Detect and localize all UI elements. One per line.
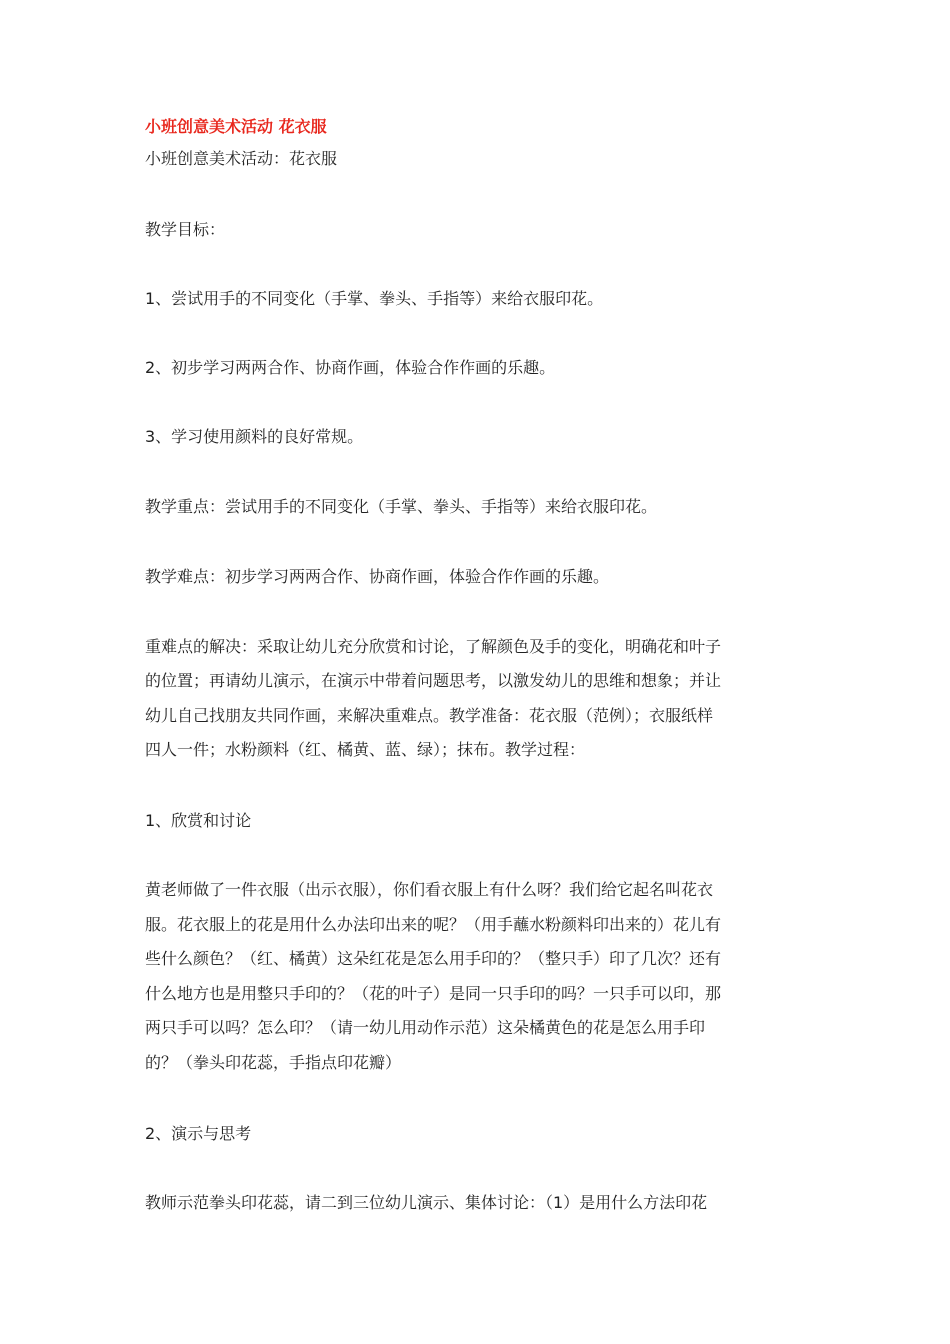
step1-heading: 1、欣赏和讨论 <box>145 811 252 830</box>
solution-line: 的位置；再请幼儿演示，在演示中带着问题思考，以激发幼儿的思维和想象；并让 <box>145 671 722 690</box>
solution-line: 重难点的解决：采取让幼儿充分欣赏和讨论，了解颜色及手的变化，明确花和叶子 <box>145 637 722 656</box>
goals-heading: 教学目标： <box>145 220 226 239</box>
goal-item-1: 1、尝试用手的不同变化（手掌、拳头、手指等）来给衣服印花。 <box>145 289 604 308</box>
solution-line: 幼儿自己找朋友共同作画，来解决重难点。教学准备：花衣服（范例）；衣服纸样 <box>145 706 714 725</box>
goal-item-3: 3、学习使用颜料的良好常规。 <box>145 427 364 446</box>
step1-body-line: 什么地方也是用整只手印的？（花的叶子）是同一只手印的吗？一只手可以印，那 <box>145 984 722 1003</box>
document-title: 小班创意美术活动 花衣服 <box>145 117 327 136</box>
step2-body-line: 教师示范拳头印花蕊，请二到三位幼儿演示、集体讨论：（1）是用什么方法印花 <box>145 1193 708 1212</box>
step2-heading: 2、演示与思考 <box>145 1124 252 1143</box>
goal-item-2: 2、初步学习两两合作、协商作画，体验合作作画的乐趣。 <box>145 358 556 377</box>
step1-body-line: 些什么颜色？（红、橘黄）这朵红花是怎么用手印的？（整只手）印了几次？还有 <box>145 949 722 968</box>
key-point: 教学重点：尝试用手的不同变化（手掌、拳头、手指等）来给衣服印花。 <box>145 497 658 516</box>
document-subtitle: 小班创意美术活动：花衣服 <box>145 149 338 168</box>
step1-body-line: 两只手可以吗？怎么印？（请一幼儿用动作示范）这朵橘黄色的花是怎么用手印 <box>145 1018 706 1037</box>
step1-body-line: 黄老师做了一件衣服（出示衣服），你们看衣服上有什么呀？我们给它起名叫花衣 <box>145 880 714 899</box>
difficulty-point: 教学难点：初步学习两两合作、协商作画，体验合作作画的乐趣。 <box>145 567 610 586</box>
step1-body-line: 服。花衣服上的花是用什么办法印出来的呢？（用手蘸水粉颜料印出来的）花儿有 <box>145 915 722 934</box>
step1-body-line: 的？（拳头印花蕊，手指点印花瓣） <box>145 1053 402 1072</box>
solution-line: 四人一件；水粉颜料（红、橘黄、蓝、绿）；抹布。教学过程： <box>145 740 586 759</box>
